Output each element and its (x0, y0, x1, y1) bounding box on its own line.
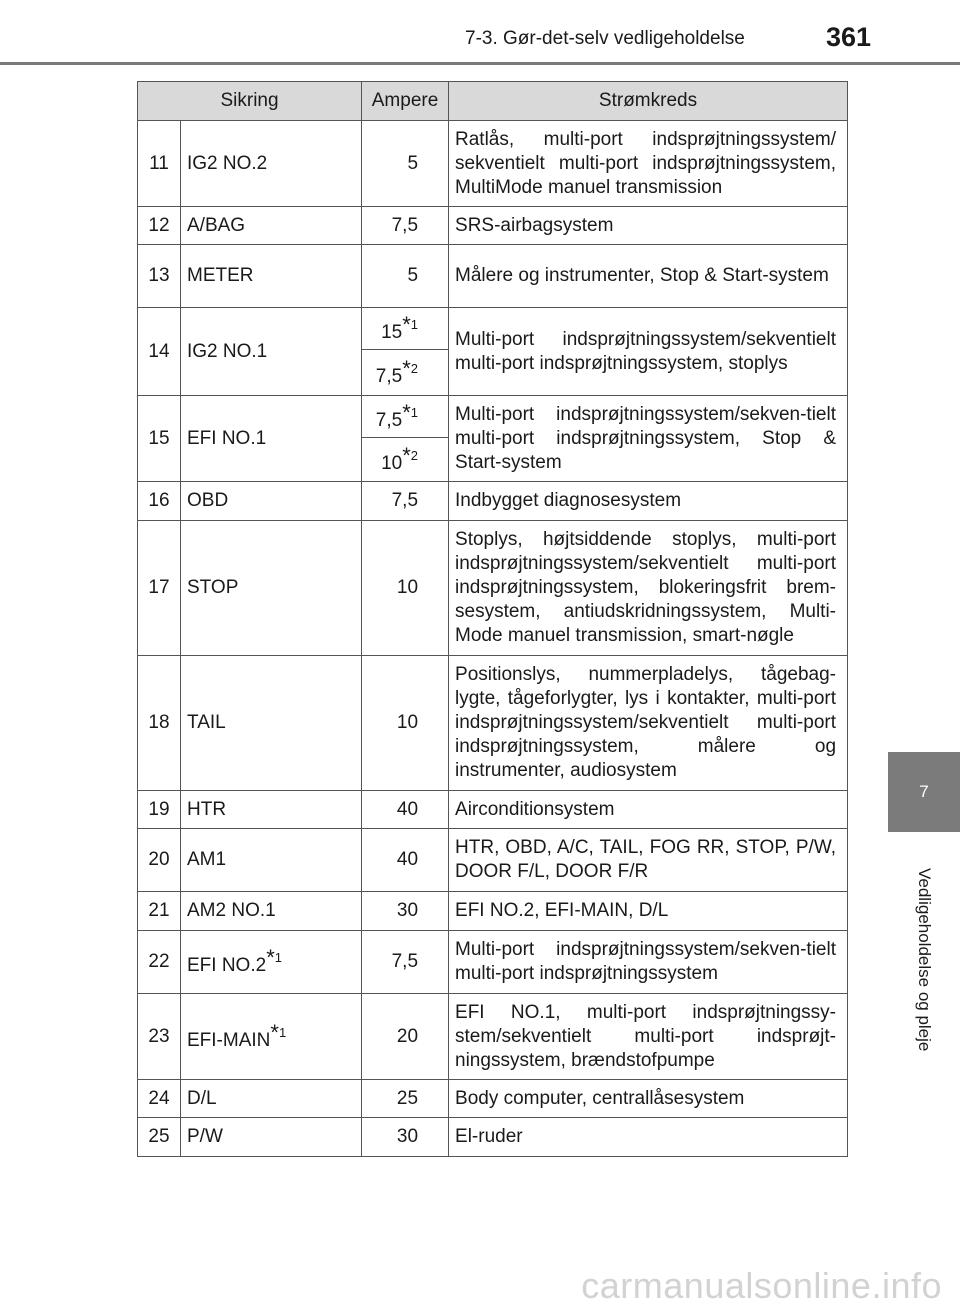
fuse-circuit: Multi-port indsprøjtningssystem/sekven-tielt multi-port indsprøjtningssystem, Stop & Start-system (449, 396, 848, 482)
chapter-title: Vedligeholdelse og pleje (915, 868, 934, 1052)
footnote-number: 2 (410, 447, 419, 463)
fuse-number: 13 (138, 245, 181, 308)
table-row (138, 245, 848, 308)
fuse-number: 18 (138, 656, 181, 791)
footnote-asterisk: * (402, 442, 411, 468)
page-number: 361 (826, 22, 872, 52)
table-row (138, 521, 848, 656)
table-row (138, 791, 848, 829)
fuse-number: 19 (138, 791, 181, 829)
fuse-number: 15 (138, 396, 181, 482)
table-row (138, 994, 848, 1080)
fuse-name: METER (181, 245, 362, 308)
footnote-asterisk: * (266, 945, 275, 970)
fuse-circuit: Målere og instrumenter, Stop & Start-system (449, 245, 848, 308)
fuse-circuit: El-ruder (449, 1118, 848, 1157)
fuse-circuit: Airconditionsystem (449, 791, 848, 829)
fuse-number: 17 (138, 521, 181, 656)
fuse-number: 16 (138, 482, 181, 521)
fuse-ampere: 10 (362, 521, 449, 656)
fuse-name (181, 931, 362, 994)
fuse-name: STOP (181, 521, 362, 656)
fuse-circuit: Multi-port indsprøjtningssystem/sekventielt multi-port indsprøjtningssystem, stoplys (449, 308, 848, 396)
table-row (138, 482, 848, 521)
fuse-name: A/BAG (181, 207, 362, 245)
header-ampere: Ampere (362, 82, 449, 121)
fuse-number: 23 (138, 994, 181, 1080)
fuse-ampere: 7,5 (362, 931, 449, 994)
fuse-name (181, 994, 362, 1080)
section-title: 7-3. Gør-det-selv vedligeholdelse (465, 28, 745, 49)
fuse-name: HTR (181, 791, 362, 829)
fuse-number: 20 (138, 829, 181, 892)
footnote-number: 1 (410, 316, 419, 332)
chapter-tab (888, 752, 960, 832)
fuse-circuit: EFI NO.1, multi-port indsprøjtningssy-stem/sekventielt multi-port indsprøjt-ningssystem, brændstofpumpe (449, 994, 848, 1080)
fuse-ampere: 25 (362, 1080, 449, 1118)
fuse-ampere: 5 (362, 245, 449, 308)
fuse-number: 14 (138, 308, 181, 396)
table-row (138, 396, 848, 438)
fuse-ampere (362, 350, 449, 396)
table-row (138, 892, 848, 931)
ampere-value: 7,5 (375, 365, 403, 387)
fuse-circuit: SRS-airbagsystem (449, 207, 848, 245)
fuse-name: OBD (181, 482, 362, 521)
footnote-asterisk: * (402, 399, 411, 425)
watermark: carmanualsonline.info (581, 1265, 942, 1306)
fuse-ampere: 40 (362, 791, 449, 829)
table-row (138, 931, 848, 994)
fuse-circuit: Multi-port indsprøjtningssystem/sekven-tielt multi-port indsprøjtningssystem (449, 931, 848, 994)
fuse-name: IG2 NO.1 (181, 308, 362, 396)
fuse-circuit: HTR, OBD, A/C, TAIL, FOG RR, STOP, P/W, DOOR F/L, DOOR F/R (449, 829, 848, 892)
table-row (138, 656, 848, 791)
header-circuit: Strømkreds (449, 82, 848, 121)
table-row (138, 121, 848, 207)
fuse-name-text: EFI NO.2 (187, 955, 267, 976)
fuse-name: P/W (181, 1118, 362, 1157)
fuse-name: D/L (181, 1080, 362, 1118)
fuse-ampere: 30 (362, 1118, 449, 1157)
footnote-number: 1 (278, 1024, 287, 1040)
table-row (138, 1118, 848, 1157)
footnote-asterisk: * (402, 355, 411, 381)
fuse-ampere (362, 438, 449, 482)
fuse-name-text: EFI-MAIN (187, 1029, 271, 1051)
fuse-name: EFI NO.1 (181, 396, 362, 482)
fuse-ampere: 10 (362, 656, 449, 791)
footnote-number: 1 (410, 404, 419, 420)
table-row (138, 308, 848, 350)
footnote-asterisk: * (270, 1019, 279, 1045)
fuse-ampere (362, 308, 449, 350)
ampere-value: 7,5 (375, 409, 403, 431)
chapter-number: 7 (919, 782, 929, 801)
fuse-ampere: 30 (362, 892, 449, 931)
footnote-number: 1 (274, 950, 282, 965)
chapter-side-label (888, 840, 960, 1080)
header-fuse: Sikring (138, 82, 362, 121)
fuse-ampere: 7,5 (362, 207, 449, 245)
fuse-ampere: 20 (362, 994, 449, 1080)
ampere-value: 10 (381, 452, 403, 474)
fuse-name: IG2 NO.2 (181, 121, 362, 207)
fuse-number: 25 (138, 1118, 181, 1157)
fuse-number: 21 (138, 892, 181, 931)
table-row (138, 207, 848, 245)
ampere-value: 15 (381, 321, 403, 343)
fuse-table (137, 81, 848, 1157)
table-header-row (138, 82, 848, 121)
header-rule (0, 62, 960, 65)
fuse-number: 12 (138, 207, 181, 245)
fuse-circuit: Stoplys, højtsiddende stoplys, multi-port indsprøjtningssystem/sekventielt multi-port indsprøjtningssystem, blokeringsfrit brem-sesystem, antiudskridningssystem, Multi-Mode manuel transmission, smart-nøgle (449, 521, 848, 656)
fuse-ampere: 40 (362, 829, 449, 892)
fuse-name: AM1 (181, 829, 362, 892)
fuse-number: 22 (138, 931, 181, 994)
table-row (138, 829, 848, 892)
fuse-circuit: Body computer, centrallåsesystem (449, 1080, 848, 1118)
fuse-ampere: 7,5 (362, 482, 449, 521)
fuse-circuit: EFI NO.2, EFI-MAIN, D/L (449, 892, 848, 931)
fuse-ampere (362, 396, 449, 438)
table-row (138, 1080, 848, 1118)
fuse-circuit: Indbygget diagnosesystem (449, 482, 848, 521)
fuse-circuit: Positionslys, nummerpladelys, tågebag-lygte, tågeforlygter, lys i kontakter, multi-port indsprøjtningssystem/sekventielt multi-port indsprøjtningssystem, målere og instrumenter, audiosystem (449, 656, 848, 791)
fuse-ampere: 5 (362, 121, 449, 207)
fuse-number: 24 (138, 1080, 181, 1118)
fuse-name: AM2 NO.1 (181, 892, 362, 931)
fuse-number: 11 (138, 121, 181, 207)
footnote-number: 2 (410, 360, 419, 376)
fuse-circuit: Ratlås, multi-port indsprøjtningssystem/ sekventielt multi-port indsprøjtningssystem, MultiMode manuel transmission (449, 121, 848, 207)
fuse-name: TAIL (181, 656, 362, 791)
footnote-asterisk: * (402, 311, 411, 337)
